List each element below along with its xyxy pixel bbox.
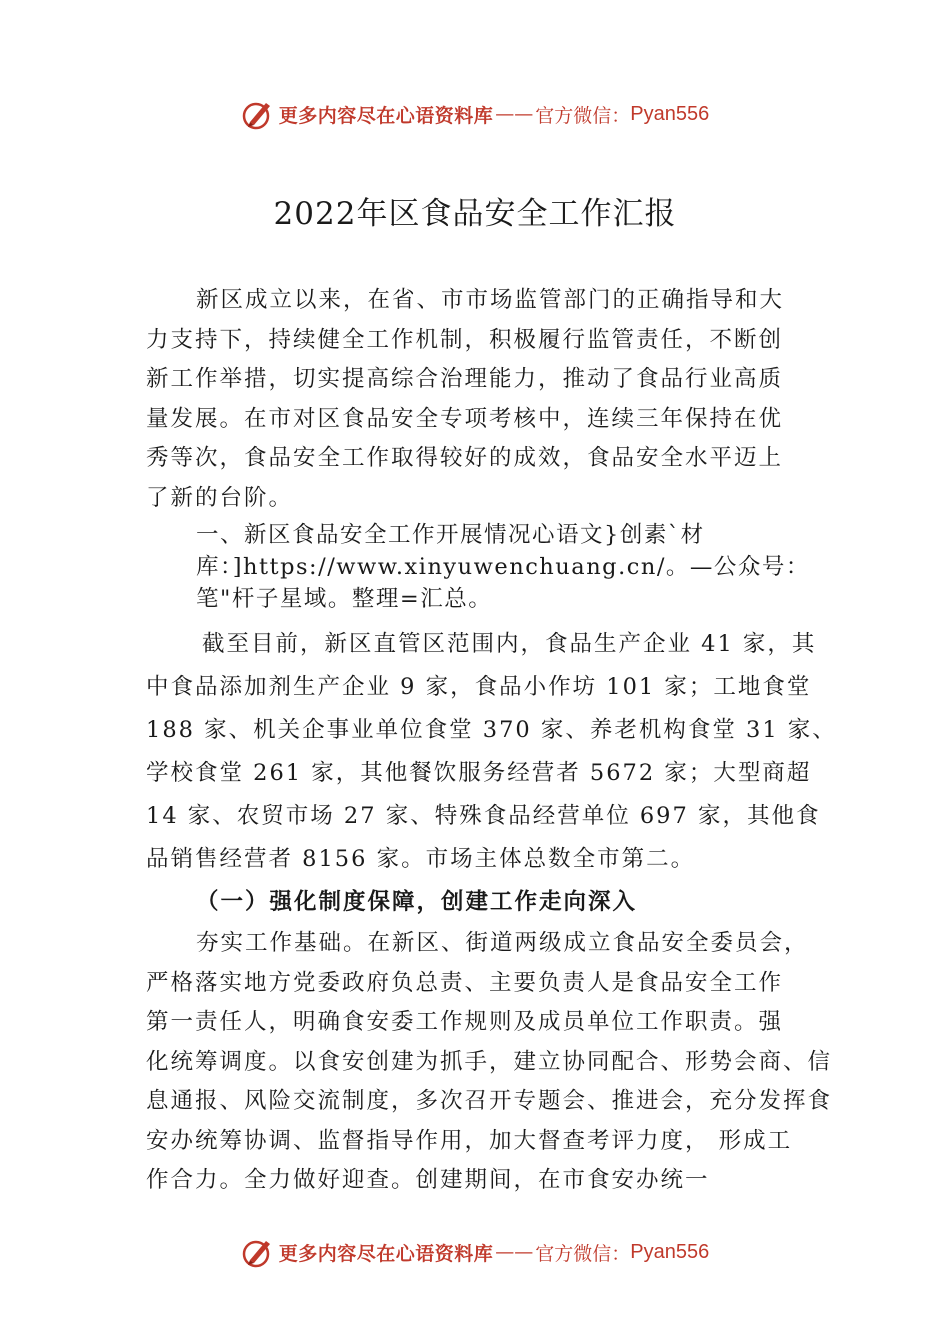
text-line: 息通报、风险交流制度，多次召开专题会、推进会，充分发挥食 [146,1088,833,1114]
subheading [196,883,816,923]
banner-wechat-id: Pyan556 [630,102,710,125]
text-line: 一、新区食品安全工作开展情况心语文}创素`材 [196,522,705,548]
text-line: 了新的台阶。 [146,484,294,511]
pen-logo-icon [241,1235,275,1269]
text-line: （一）强化制度保障，创建工作走向深入 [196,889,638,915]
banner-separator: —— [495,1241,534,1263]
text-line: 笔"杆子星域。整理=汇总。 [196,586,493,612]
text-line: 化统筹调度。以食安创建为抓手，建立协同配合、形势会商、信 [146,1048,833,1075]
text-line: 新区成立以来，在省、市市场监管部门的正确指导和大 [196,287,785,313]
banner-text: 更多内容尽在心语资料库 [278,1242,494,1265]
header-banner [0,94,950,134]
text-line: 14 家、农贸市场 27 家、特殊食品经营单位 697 家，其他食 [146,803,821,829]
intro-paragraph [146,281,816,518]
text-line: 秀等次，食品安全工作取得较好的成效，食品安全水平迈上 [146,445,784,471]
pen-logo-icon [241,97,275,131]
footer-banner [0,1232,950,1272]
text-line: 力支持下，持续健全工作机制，积极履行监管责任，不断创 [146,326,784,353]
text-line: 量发展。在市对区食品安全专项考核中，连续三年保持在优 [146,405,784,432]
stats-paragraph [146,623,837,881]
text-line: 中食品添加剂生产企业 9 家，食品小作坊 101 家；工地食堂 [146,674,812,700]
text-line: 作合力。全力做好迎查。创建期间，在市食安办统一 [146,1167,710,1193]
section-heading-1 [196,519,816,615]
text-line: 安办统筹协调、监督指导作用，加大督查考评力度， 形成工 [146,1127,793,1154]
banner-label: 官方微信： [535,104,631,127]
text-line: 夯实工作基础。在新区、街道两级成立食品安全委员会， [196,930,809,956]
text-line: 品销售经营者 8156 家。市场主体总数全市第二。 [146,846,696,872]
text-line: 第一责任人，明确食安委工作规则及成员单位工作职责。强 [146,1009,784,1035]
text-line: 截至目前，新区直管区范围内，食品生产企业 41 家，其 [202,631,817,657]
banner-separator: —— [495,103,534,125]
text-line: 严格落实地方党委政府负总责、主要负责人是食品安全工作 [146,969,784,996]
banner-wechat-id: Pyan556 [630,1240,710,1263]
text-line: 学校食堂 261 家，其他餐饮服务经营者 5672 家；大型商超 [146,760,812,786]
banner-text: 更多内容尽在心语资料库 [278,104,494,127]
banner-label: 官方微信： [535,1242,631,1265]
text-line: 库：]https://www.xinyuwenchuang.cn/。—公众号： [196,554,810,580]
text-line: 新工作举措，切实提高综合治理能力，推动了食品行业高质 [146,366,784,392]
measures-paragraph [146,924,833,1201]
document-title: 2022年区食品安全工作汇报 [273,196,677,232]
text-line: 188 家、机关企事业单位食堂 370 家、养老机构食堂 31 家、 [146,717,837,743]
